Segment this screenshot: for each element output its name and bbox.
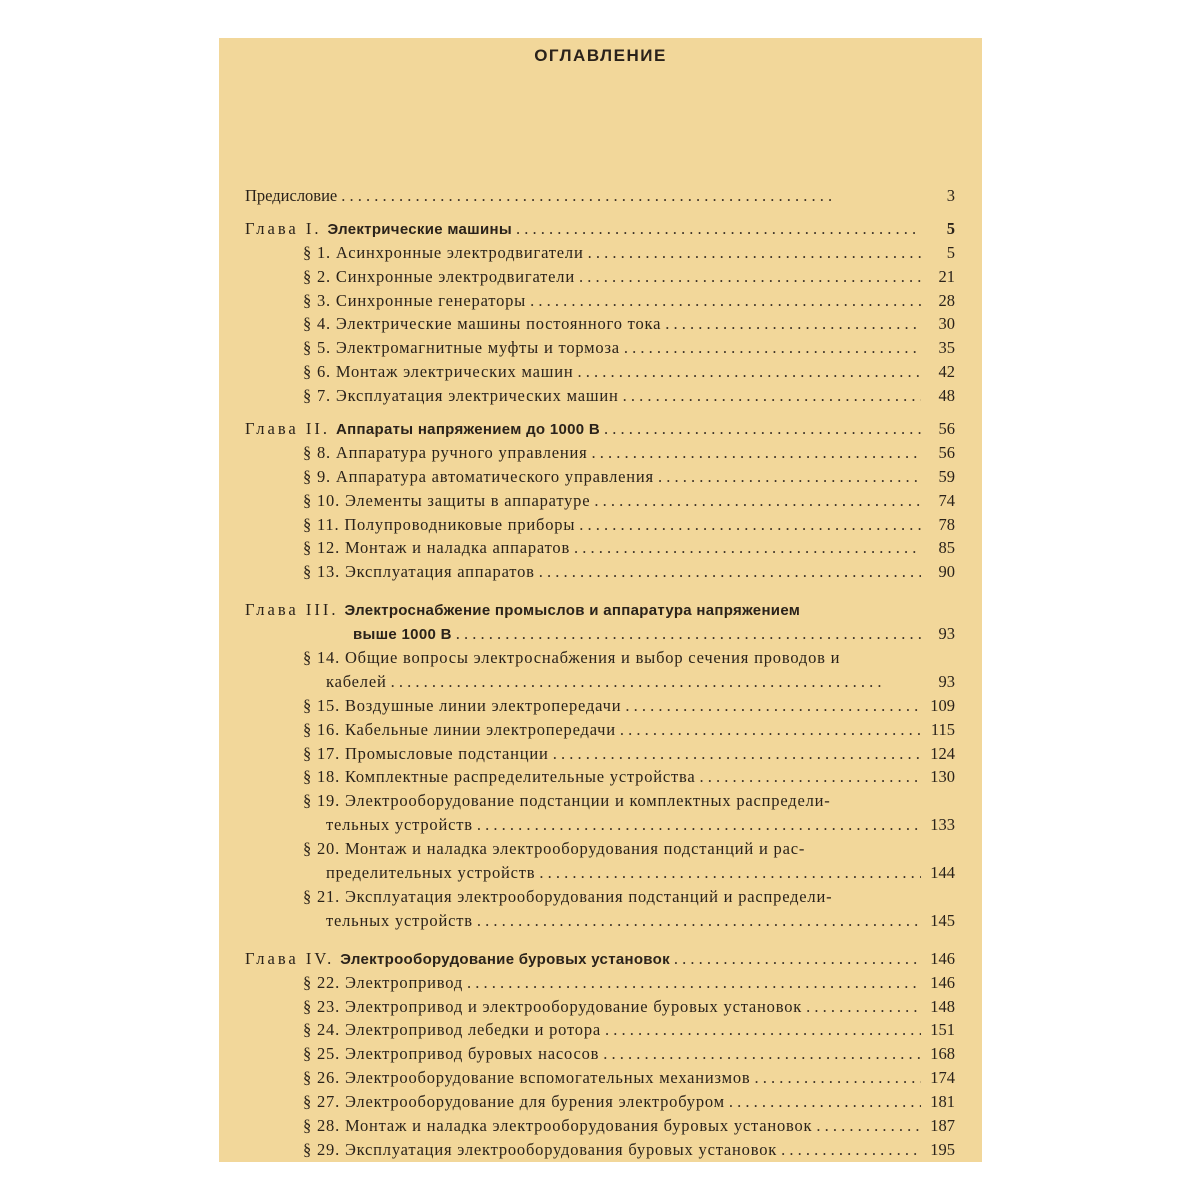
section-entry [245, 997, 955, 1021]
section-number: § 6. [303, 362, 331, 382]
section-entry [245, 314, 955, 338]
section-number: § 13. [303, 562, 340, 582]
toc-page-number: 148 [930, 996, 955, 1016]
section-entry-continuation [245, 911, 955, 935]
toc-page-number: 56 [938, 419, 955, 439]
chapter-prefix: Глава I. [245, 218, 322, 238]
section-title-line2: пределительных устройств [326, 863, 536, 883]
section-number: § 1. [303, 242, 331, 262]
dot-leader [816, 1116, 921, 1136]
book-page [219, 38, 982, 1162]
toc-page-number: 3 [946, 186, 955, 205]
section-entry [245, 720, 955, 744]
section-entry [245, 1092, 955, 1116]
dot-leader [674, 949, 921, 969]
toc-page-number: 174 [930, 1068, 955, 1088]
toc-page-number: 56 [938, 442, 955, 462]
section-title: Монтаж электрических машин [335, 362, 574, 382]
section-number: § 16. [303, 719, 340, 739]
toc-page-number: 93 [938, 671, 955, 691]
section-title: Синхронные генераторы [335, 290, 527, 310]
section-number: § 10. [303, 490, 340, 510]
section-title: Асинхронные электродвигатели [335, 242, 584, 262]
toc-page-number: 187 [930, 1115, 955, 1135]
dot-leader [605, 1020, 921, 1040]
section-entry [245, 648, 955, 672]
dot-leader [477, 911, 921, 931]
chapter-prefix: Глава IV. [245, 948, 335, 968]
section-title: Электрооборудование для бурения электробуром [344, 1092, 725, 1112]
section-entry [245, 386, 955, 410]
section-number: § 26. [303, 1068, 340, 1088]
dot-leader [588, 243, 921, 263]
dot-leader [391, 672, 921, 692]
toc-page-number: 168 [930, 1044, 955, 1064]
section-title: Электромагнитные муфты и тормоза [335, 338, 620, 358]
section-entry [245, 291, 955, 315]
section-number: § 25. [303, 1044, 340, 1064]
dot-leader [665, 314, 921, 334]
dot-leader [578, 362, 921, 382]
dot-leader [574, 538, 921, 558]
toc-page-number: 21 [938, 266, 955, 286]
section-title: Воздушные линии электропередачи [344, 695, 622, 715]
section-entry [245, 1116, 955, 1140]
section-entry [245, 562, 955, 586]
section-number: § 5. [303, 338, 331, 358]
toc-page-number: 195 [930, 1139, 955, 1159]
section-title-line1: Эксплуатация электрооборудования подстанций и распредели- [344, 886, 833, 906]
section-entry [245, 515, 955, 539]
chapter-prefix: Глава III. [245, 600, 339, 620]
section-number: § 18. [303, 767, 340, 787]
toc-page-number: 30 [938, 314, 955, 334]
toc-page-number: 85 [938, 538, 955, 558]
dot-leader [579, 267, 921, 287]
toc-page-number: 59 [938, 466, 955, 486]
toc-page-number: 28 [938, 290, 955, 310]
toc-page-number: 146 [930, 972, 955, 992]
section-entry [245, 243, 955, 267]
toc-page-number: 35 [938, 338, 955, 358]
section-number: § 12. [303, 538, 340, 558]
section-entry [245, 696, 955, 720]
dot-leader [579, 515, 921, 535]
dot-leader [781, 1140, 921, 1160]
dot-leader [700, 767, 921, 787]
section-title: Электропривод лебедки и ротора [344, 1020, 602, 1040]
toc-page-number: 5 [946, 218, 955, 238]
dot-leader [623, 386, 921, 406]
page-title: ОГЛАВЛЕНИЕ [534, 46, 667, 65]
section-number: § 21. [303, 886, 340, 906]
dot-leader [594, 491, 921, 511]
chapter-heading-continuation [245, 624, 955, 648]
chapter-title: Электрооборудование буровых установок [340, 950, 670, 968]
section-title: Электропривод буровых насосов [344, 1044, 600, 1064]
chapter-title: Электрические машины [327, 220, 512, 238]
chapter-heading [245, 600, 955, 624]
dot-leader [755, 1068, 921, 1088]
section-entry-continuation [245, 863, 955, 887]
dot-leader [553, 744, 921, 764]
section-entry [245, 1044, 955, 1068]
section-number: § 8. [303, 442, 331, 462]
chapter-heading [245, 949, 955, 973]
section-number: § 15. [303, 695, 340, 715]
section-entry [245, 538, 955, 562]
section-title-line2: тельных устройств [326, 815, 473, 835]
dot-leader [625, 696, 921, 716]
dot-leader [658, 467, 921, 487]
section-title: Монтаж и наладка аппаратов [344, 538, 571, 558]
toc-page-number: 124 [930, 743, 955, 763]
chapter-heading [245, 419, 955, 443]
chapter-title-line2: выше 1000 В [353, 626, 452, 644]
dot-leader [516, 219, 921, 239]
section-number: § 28. [303, 1115, 340, 1135]
section-title: Кабельные линии электропередачи [344, 719, 616, 739]
section-number: § 3. [303, 290, 331, 310]
section-title: Промысловые подстанции [344, 743, 549, 763]
chapter-title: Аппараты напряжением до 1000 В [336, 421, 600, 439]
dot-leader [539, 562, 921, 582]
toc-page-number: 48 [938, 386, 955, 406]
toc-page-number: 151 [930, 1020, 955, 1040]
section-entry [245, 491, 955, 515]
toc-page-number: 78 [938, 514, 955, 534]
section-number: § 27. [303, 1092, 340, 1112]
section-title: Электрооборудование вспомогательных механизмов [344, 1068, 751, 1088]
section-title: Электрические машины постоянного тока [335, 314, 662, 334]
section-number: § 4. [303, 314, 331, 334]
section-title: Эксплуатация электрооборудования буровых установок [344, 1139, 778, 1159]
chapter-title-line1: Электроснабжение промыслов и аппаратура напряжением [344, 602, 801, 620]
dot-leader [806, 997, 921, 1017]
section-title: Монтаж и наладка электрооборудования буровых установок [344, 1115, 813, 1135]
section-title-line1: Электрооборудование подстанции и комплектных распредели- [344, 791, 831, 811]
section-title: Элементы защиты в аппаратуре [344, 490, 591, 510]
section-title-line2: тельных устройств [326, 910, 473, 930]
toc-page-number: 74 [938, 490, 955, 510]
section-number: § 7. [303, 386, 331, 406]
section-entry [245, 443, 955, 467]
section-title: Электропривод [344, 972, 464, 992]
section-entry [245, 362, 955, 386]
toc-entry-preface [245, 186, 955, 210]
section-title: Полупроводниковые приборы [344, 514, 576, 534]
section-number: § 24. [303, 1020, 340, 1040]
toc-page-number: 90 [938, 562, 955, 582]
section-number: § 2. [303, 266, 331, 286]
section-entry [245, 338, 955, 362]
section-title: Электропривод и электрооборудование буровых установок [344, 996, 803, 1016]
section-number: § 9. [303, 466, 331, 486]
dot-leader [603, 1044, 921, 1064]
section-entry [245, 1020, 955, 1044]
toc-page-number: 5 [946, 242, 955, 262]
section-number: § 14. [303, 648, 340, 668]
toc-entry-label: Предисловие [245, 186, 338, 205]
section-number: § 19. [303, 791, 340, 811]
chapter-heading [245, 219, 955, 243]
section-entry [245, 839, 955, 863]
section-entry [245, 744, 955, 768]
section-entry [245, 467, 955, 491]
section-title-line2: кабелей [326, 671, 387, 691]
section-number: § 20. [303, 839, 340, 859]
dot-leader [592, 443, 921, 463]
toc-page-number: 144 [930, 863, 955, 883]
toc-page-number: 109 [930, 695, 955, 715]
section-title-line1: Общие вопросы электроснабжения и выбор сечения проводов и [344, 648, 841, 668]
dot-leader [539, 863, 921, 883]
dot-leader [477, 815, 921, 835]
section-title: Аппаратура автоматического управления [335, 466, 654, 486]
section-number: § 11. [303, 514, 340, 534]
section-entry [245, 1068, 955, 1092]
table-of-contents [245, 186, 955, 1164]
section-entry-continuation [245, 815, 955, 839]
section-entry [245, 1140, 955, 1164]
dot-leader [341, 186, 921, 206]
dot-leader [604, 419, 921, 439]
section-title: Эксплуатация аппаратов [344, 562, 535, 582]
toc-page-number: 181 [930, 1092, 955, 1112]
toc-page-number: 130 [930, 767, 955, 787]
section-entry [245, 767, 955, 791]
dot-leader [729, 1092, 921, 1112]
dot-leader [530, 291, 921, 311]
section-title-line1: Монтаж и наладка электрооборудования подстанций и рас- [344, 839, 806, 859]
section-number: § 23. [303, 996, 340, 1016]
section-entry [245, 267, 955, 291]
dot-leader [624, 338, 921, 358]
section-title: Эксплуатация электрических машин [335, 386, 619, 406]
toc-page-number: 115 [930, 719, 955, 739]
section-entry-continuation [245, 672, 955, 696]
dot-leader [620, 720, 921, 740]
section-title: Комплектные распределительные устройства [344, 767, 696, 787]
dot-leader [467, 973, 921, 993]
section-entry [245, 791, 955, 815]
section-title: Аппаратура ручного управления [335, 442, 588, 462]
toc-page-number: 133 [930, 815, 955, 835]
toc-page-number: 42 [938, 362, 955, 382]
toc-page-number: 146 [930, 948, 955, 968]
section-number: § 22. [303, 972, 340, 992]
section-entry [245, 887, 955, 911]
section-title: Синхронные электродвигатели [335, 266, 575, 286]
dot-leader [456, 624, 921, 644]
toc-page-number: 145 [930, 910, 955, 930]
section-number: § 29. [303, 1139, 340, 1159]
section-number: § 17. [303, 743, 340, 763]
toc-page-number: 93 [938, 624, 955, 644]
section-entry [245, 973, 955, 997]
chapter-prefix: Глава II. [245, 419, 330, 439]
